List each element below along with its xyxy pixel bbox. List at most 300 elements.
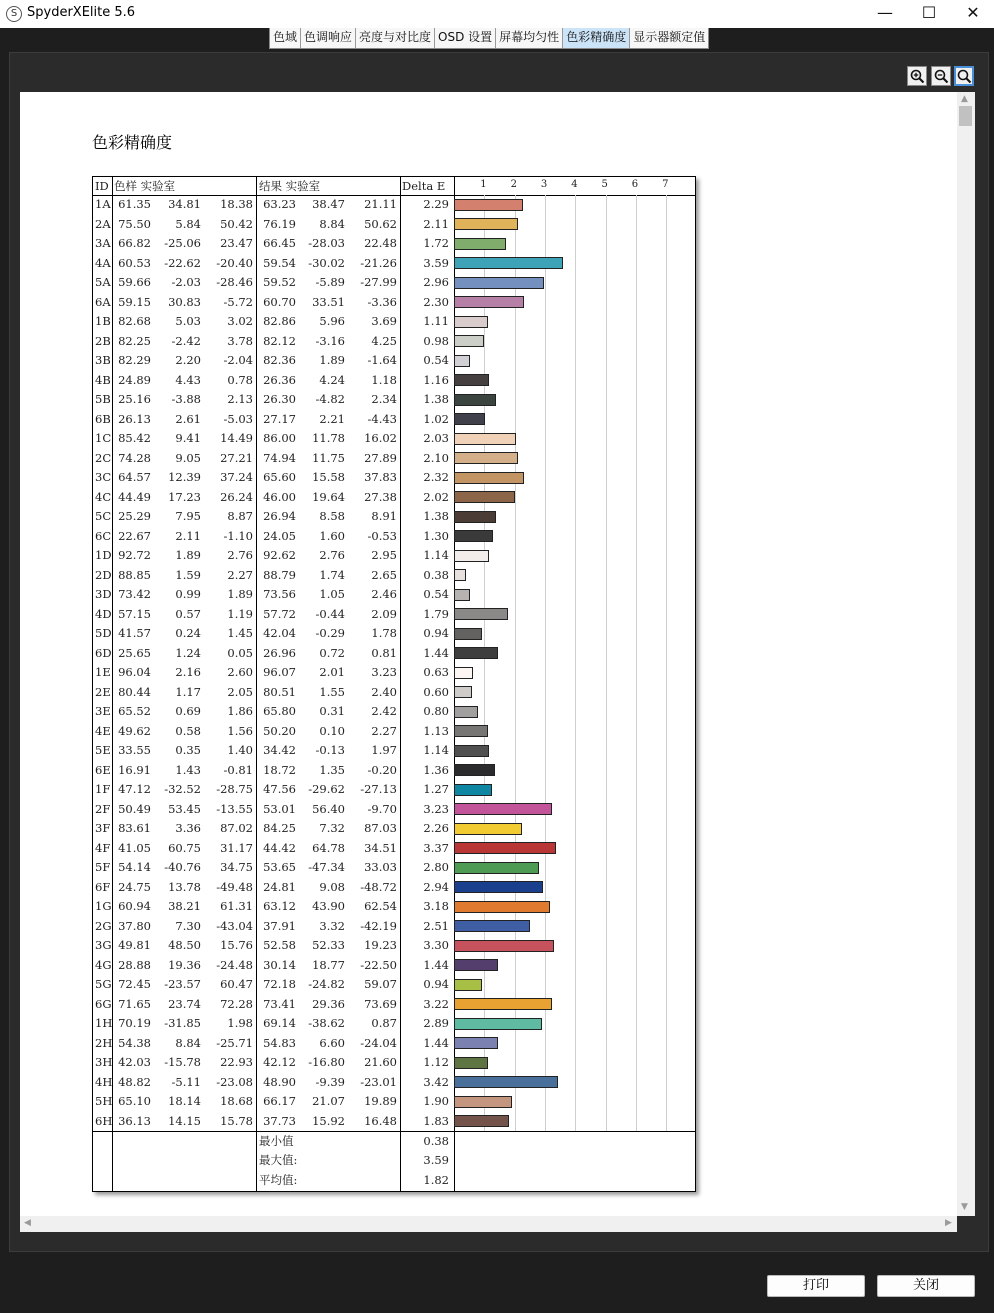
delta-e-value: 3.22 [423,996,449,1011]
result-lab-value: 73.69 [364,996,397,1011]
delta-e-bar [454,374,489,386]
table-row [93,839,695,859]
sample-lab-value: 85.42 [118,431,151,445]
table-row [93,371,695,391]
delta-e-value: 1.44 [423,645,449,660]
delta-e-bar [454,452,518,464]
delta-e-value: 1.83 [423,1113,449,1128]
result-lab-value: 1.55 [319,684,345,699]
delta-e-bar [454,394,496,406]
sample-lab-value: 1.17 [175,684,201,699]
delta-e-value: 1.14 [423,548,449,562]
delta-e-value: 1.44 [423,957,449,972]
result-lab-value: -23.01 [360,1074,397,1089]
sample-lab-value: 30.83 [168,294,201,309]
delta-e-bar [454,745,489,757]
delta-e-value: 1.02 [423,411,449,426]
result-lab-value: 87.03 [364,821,397,835]
result-lab-value: 33.51 [312,294,345,309]
delta-e-bar [454,608,508,620]
sample-lab-value: 13.78 [168,879,201,894]
result-lab-value: 19.64 [312,489,345,504]
row-id: 2C [95,450,112,465]
scroll-down-icon[interactable]: ▼ [961,1202,968,1212]
sample-lab-value: -31.85 [164,1016,201,1030]
delta-e-value: 2.11 [423,216,449,231]
delta-e-value: 0.80 [423,704,449,718]
sample-lab-value: 36.13 [118,1113,151,1128]
result-lab-value: 11.78 [312,431,345,445]
result-lab-value: 22.48 [364,236,397,250]
sample-lab-value: 16.91 [118,762,151,777]
result-lab-value: 59.52 [263,275,296,289]
row-id: 5B [95,392,111,406]
result-lab-value: 96.07 [263,665,296,679]
sample-lab-value: 15.78 [220,1113,253,1128]
row-id: 3A [95,236,111,250]
delta-e-bar [454,823,522,835]
tab-0[interactable]: 色域 [270,28,301,48]
sample-lab-value: 3.02 [227,314,253,328]
result-lab-value: -24.04 [360,1035,397,1050]
scroll-right-icon[interactable]: ▶ [945,1218,952,1228]
row-id: 3C [95,470,112,484]
result-lab-value: -21.26 [360,255,397,270]
sample-lab-value: -0.81 [223,762,253,777]
result-lab-value: -1.64 [367,353,397,367]
result-lab-value: -28.03 [308,236,345,250]
sample-lab-value: 2.20 [175,353,201,367]
row-id: 6H [95,1113,113,1128]
sample-lab-value: -20.40 [216,255,253,270]
tab-5[interactable]: 色彩精确度 [563,28,630,48]
sample-lab-value: 48.82 [118,1074,151,1089]
delta-e-bar [454,296,524,308]
sample-lab-value: 48.50 [168,938,201,952]
sample-lab-value: 1.59 [175,567,201,582]
result-lab-value: 26.94 [263,509,296,523]
delta-e-value: 2.02 [423,489,449,504]
sample-lab-value: 75.50 [118,216,151,231]
sample-lab-value: 73.42 [118,587,151,601]
tab-4[interactable]: 屏幕均匀性 [496,28,563,48]
delta-e-value: 2.26 [423,821,449,835]
row-id: 6C [95,528,112,543]
result-lab-value: 2.34 [371,392,397,406]
close-button[interactable]: 关闭 [877,1275,975,1297]
sample-lab-value: 17.23 [168,489,201,504]
zoom-in-button[interactable] [907,66,927,86]
delta-e-value: 0.98 [423,333,449,348]
table-row [93,722,695,742]
table-row [93,312,695,332]
minimize-button[interactable]: — [877,3,893,22]
sample-lab-value: 2.61 [175,411,201,426]
table-row [93,956,695,976]
delta-e-value: 1.90 [423,1094,449,1108]
sample-lab-value: 1.40 [227,743,253,757]
sample-lab-value: 1.89 [175,548,201,562]
sample-lab-value: 82.25 [118,333,151,348]
result-lab-value: 3.23 [371,665,397,679]
row-id: 1C [95,431,112,445]
delta-e-value: 0.94 [423,977,449,991]
sample-lab-value: 15.76 [220,938,253,952]
result-lab-value: 50.20 [263,723,296,738]
delta-e-value: 0.54 [423,587,449,601]
row-id: 2H [95,1035,113,1050]
result-lab-value: 82.12 [263,333,296,348]
result-lab-value: -0.44 [315,606,345,621]
result-lab-value: -22.50 [360,957,397,972]
close-window-button[interactable]: ✕ [966,3,980,22]
result-lab-value: 43.90 [312,899,345,913]
sample-lab-value: 87.02 [220,821,253,835]
delta-e-value: 3.59 [423,255,449,270]
table-row [93,215,695,235]
result-lab-value: 18.72 [263,762,296,777]
sample-lab-value: -25.06 [164,236,201,250]
result-lab-value: 76.19 [263,216,296,231]
sample-lab-value: 2.11 [175,528,201,543]
result-lab-value: 2.65 [371,567,397,582]
delta-e-bar [454,1057,488,1069]
result-lab-value: 4.25 [371,333,397,348]
sample-lab-value: 25.29 [118,509,151,523]
sample-lab-value: -23.08 [216,1074,253,1089]
axis-tick-label: 1 [480,179,487,190]
delta-e-value: 0.94 [423,626,449,640]
result-lab-value: 0.72 [319,645,345,660]
sample-lab-value: 2.76 [227,548,253,562]
row-id: 2G [95,918,112,933]
result-lab-value: 11.75 [312,450,345,465]
result-lab-value: 21.11 [364,197,397,211]
table-row [93,546,695,566]
sample-lab-value: -5.72 [223,294,253,309]
result-lab-value: 66.17 [263,1094,296,1108]
result-lab-value: 74.94 [263,450,296,465]
sample-lab-value: 33.55 [118,743,151,757]
result-lab-value: 8.58 [319,509,345,523]
result-lab-value: -0.53 [367,528,397,543]
result-lab-value: 19.23 [364,938,397,952]
sample-lab-value: -2.03 [171,275,201,289]
result-lab-value: 48.90 [263,1074,296,1089]
delta-e-bar [454,550,489,562]
sample-lab-value: 26.13 [118,411,151,426]
row-id: 3G [95,938,112,952]
delta-e-bar [454,862,539,874]
sample-lab-value: 66.82 [118,236,151,250]
sample-lab-value: 50.49 [118,801,151,816]
delta-e-value: 1.38 [423,509,449,523]
sample-lab-value: 0.35 [175,743,201,757]
result-lab-value: 59.54 [263,255,296,270]
row-id: 5D [95,626,112,640]
axis-tick-label: 4 [571,179,578,190]
delta-e-bar [454,1115,509,1127]
delta-e-bar [454,725,488,737]
delta-e-value: 1.30 [423,528,449,543]
result-lab-value: -9.70 [367,801,397,816]
row-id: 6D [95,645,112,660]
table-row [93,1092,695,1112]
sample-lab-value: 49.62 [118,723,151,738]
result-lab-value: 0.10 [319,723,345,738]
row-id: 4D [95,606,112,621]
result-lab-value: 57.72 [263,606,296,621]
result-lab-value: 82.36 [263,353,296,367]
delta-e-value: 3.18 [423,899,449,913]
summary-label: 最大值: [259,1153,298,1168]
result-lab-value: 42.04 [263,626,296,640]
delta-e-bar [454,589,470,601]
sample-lab-value: 0.24 [175,626,201,640]
tab-2[interactable]: 亮度与对比度 [356,28,435,48]
row-id: 1H [95,1016,113,1030]
table-row [93,488,695,508]
sample-lab-value: 9.41 [175,431,201,445]
result-lab-value: 73.41 [263,996,296,1011]
delta-e-bar [454,238,506,250]
sample-lab-value: -5.03 [223,411,253,426]
result-lab-value: -0.20 [367,762,397,777]
result-lab-value: 3.32 [319,918,345,933]
sample-lab-value: 61.31 [220,899,253,913]
sample-lab-value: 18.14 [168,1094,201,1108]
sample-lab-value: 1.89 [227,587,253,601]
table-row [93,254,695,274]
axis-tick-label: 6 [631,179,639,190]
delta-e-value: 1.13 [423,723,449,738]
sample-lab-value: -2.04 [223,353,253,367]
summary-value: 1.82 [423,1172,449,1187]
result-lab-value: 18.77 [312,957,345,972]
row-id: 1B [95,314,111,328]
sample-lab-value: -13.55 [216,801,253,816]
horizontal-scrollbar[interactable] [20,1216,957,1232]
result-lab-value: 69.14 [263,1016,296,1030]
sample-lab-value: 5.03 [175,314,201,328]
table-row [93,468,695,488]
delta-e-value: 2.94 [423,879,449,894]
delta-e-bar [454,433,516,445]
result-lab-value: 52.33 [312,938,345,952]
tab-3[interactable]: OSD 设置 [435,28,496,48]
sample-lab-value: 59.15 [118,294,151,309]
result-lab-value: 53.65 [263,860,296,874]
sample-lab-value: 12.39 [168,470,201,484]
axis-tick-label: 3 [540,179,548,190]
sample-lab-value: 19.36 [168,957,201,972]
tab-bar [269,28,709,49]
delta-e-value: 2.32 [423,470,449,484]
row-id: 6E [95,762,111,777]
delta-e-value: 1.72 [423,236,449,250]
sample-lab-value: 14.15 [168,1113,201,1128]
sample-lab-value: 37.24 [220,470,253,484]
table-row [93,234,695,254]
sample-lab-value: 3.78 [227,333,253,348]
zoom-out-button[interactable] [931,66,951,86]
color-accuracy-table [92,176,696,1192]
delta-e-bar [454,1037,498,1049]
delta-e-value: 2.30 [423,294,449,309]
delta-e-bar [454,706,478,718]
result-lab-value: 65.80 [263,704,296,718]
result-lab-value: 7.32 [319,821,345,835]
table-row [93,429,695,449]
result-lab-value: 1.05 [319,587,345,601]
delta-e-bar [454,940,554,952]
sample-lab-value: 1.98 [227,1016,253,1030]
result-lab-value: 59.07 [364,977,397,991]
result-lab-value: 64.78 [312,840,345,855]
delta-e-bar [454,842,556,854]
sample-lab-value: 27.21 [220,450,253,465]
result-lab-value: 1.89 [319,353,345,367]
result-lab-value: 27.17 [263,411,296,426]
table-row [93,1073,695,1093]
result-lab-value: 26.36 [263,372,296,387]
sample-lab-value: 61.35 [118,197,151,211]
page-title: 色彩精确度 [92,133,173,152]
sample-lab-value: 0.99 [175,587,201,601]
delta-e-value: 2.51 [423,918,449,933]
delta-e-value: 0.63 [423,665,449,679]
delta-e-bar [454,784,492,796]
row-id: 3D [95,587,112,601]
sample-lab-value: 31.17 [220,840,253,855]
result-lab-value: -0.29 [315,626,345,640]
sample-lab-value: 41.57 [118,626,151,640]
table-row [93,1014,695,1034]
sample-lab-value: 83.61 [118,821,151,835]
result-lab-value: -42.19 [360,918,397,933]
table-row [93,995,695,1015]
zoom-fit-button[interactable] [954,66,974,86]
sample-lab-value: 88.85 [118,567,151,582]
result-lab-value: 24.05 [263,528,296,543]
result-lab-value: 2.21 [319,411,345,426]
header-sample: 色样 实验室 [114,177,254,196]
sample-lab-value: -28.46 [216,275,253,289]
delta-e-value: 3.30 [423,938,449,952]
result-lab-value: 44.42 [263,840,296,855]
summary-row [93,1132,695,1151]
result-lab-value: 66.45 [263,236,296,250]
table-row [93,273,695,293]
result-lab-value: 16.48 [364,1113,397,1128]
sample-lab-value: 57.15 [118,606,151,621]
result-lab-value: 53.01 [263,801,296,816]
sample-lab-value: 24.75 [118,879,151,894]
sample-lab-value: 47.12 [118,782,151,796]
sample-lab-value: 53.45 [168,801,201,816]
row-id: 2A [95,216,111,231]
vertical-scrollbar[interactable] [957,92,975,1216]
report-page [20,92,957,1216]
sample-lab-value: 25.16 [118,392,151,406]
sample-lab-value: 82.68 [118,314,151,328]
sample-lab-value: 7.95 [175,509,201,523]
axis-tick-label: 7 [662,179,669,190]
sample-lab-value: 1.24 [175,645,201,660]
delta-e-bar [454,803,552,815]
table-row [93,1053,695,1073]
result-lab-value: 9.08 [319,879,345,894]
maximize-button[interactable]: ☐ [921,3,937,22]
table-row [93,332,695,352]
result-lab-value: -16.80 [308,1055,345,1069]
sample-lab-value: 34.81 [168,197,201,211]
print-button[interactable]: 打印 [767,1275,865,1297]
sample-lab-value: 2.05 [227,684,253,699]
tab-6[interactable]: 显示器额定值 [630,28,708,48]
scroll-up-icon[interactable]: ▲ [961,94,968,104]
delta-e-bar [454,901,550,913]
table-row [93,644,695,664]
delta-e-value: 1.38 [423,392,449,406]
table-row [93,605,695,625]
row-id: 4F [95,840,111,855]
result-lab-value: 82.86 [263,314,296,328]
scroll-left-icon[interactable]: ◀ [24,1218,31,1228]
row-id: 1G [95,899,112,913]
delta-e-value: 1.36 [423,762,449,777]
result-lab-value: 60.70 [263,294,296,309]
result-lab-value: 2.27 [371,723,397,738]
result-lab-value: -4.82 [315,392,345,406]
header-id: ID [95,177,113,196]
row-id: 3F [95,821,111,835]
sample-lab-value: 8.84 [175,1035,201,1050]
delta-e-value: 2.03 [423,431,449,445]
delta-e-value: 0.38 [423,567,449,582]
sample-lab-value: 42.03 [118,1055,151,1069]
table-row [93,507,695,527]
table-row [93,1034,695,1054]
result-lab-value: 0.31 [319,704,345,718]
zoom-in-icon [909,68,925,84]
table-row [93,663,695,683]
tab-1[interactable]: 色调响应 [301,28,356,48]
zoom-fit-icon [956,68,972,84]
sample-lab-value: 49.81 [118,938,151,952]
result-lab-value: -5.89 [315,275,345,289]
sample-lab-value: 74.28 [118,450,151,465]
table-row [93,917,695,937]
result-lab-value: 86.00 [263,431,296,445]
result-lab-value: 8.91 [371,509,397,523]
sample-lab-value: -5.11 [171,1074,201,1089]
sample-lab-value: 18.68 [220,1094,253,1108]
row-id: 2F [95,801,111,816]
delta-e-bar [454,998,552,1010]
delta-e-bar [454,472,524,484]
result-lab-value: -3.36 [367,294,397,309]
header-delta-e: Delta E [402,177,452,196]
sample-lab-value: 71.65 [118,996,151,1011]
table-row [93,585,695,605]
row-id: 3E [95,704,111,718]
result-lab-value: 24.81 [263,879,296,894]
vertical-scroll-thumb[interactable] [959,106,972,126]
sample-lab-value: 23.47 [220,236,253,250]
sample-lab-value: -43.04 [216,918,253,933]
sample-lab-value: 0.58 [175,723,201,738]
